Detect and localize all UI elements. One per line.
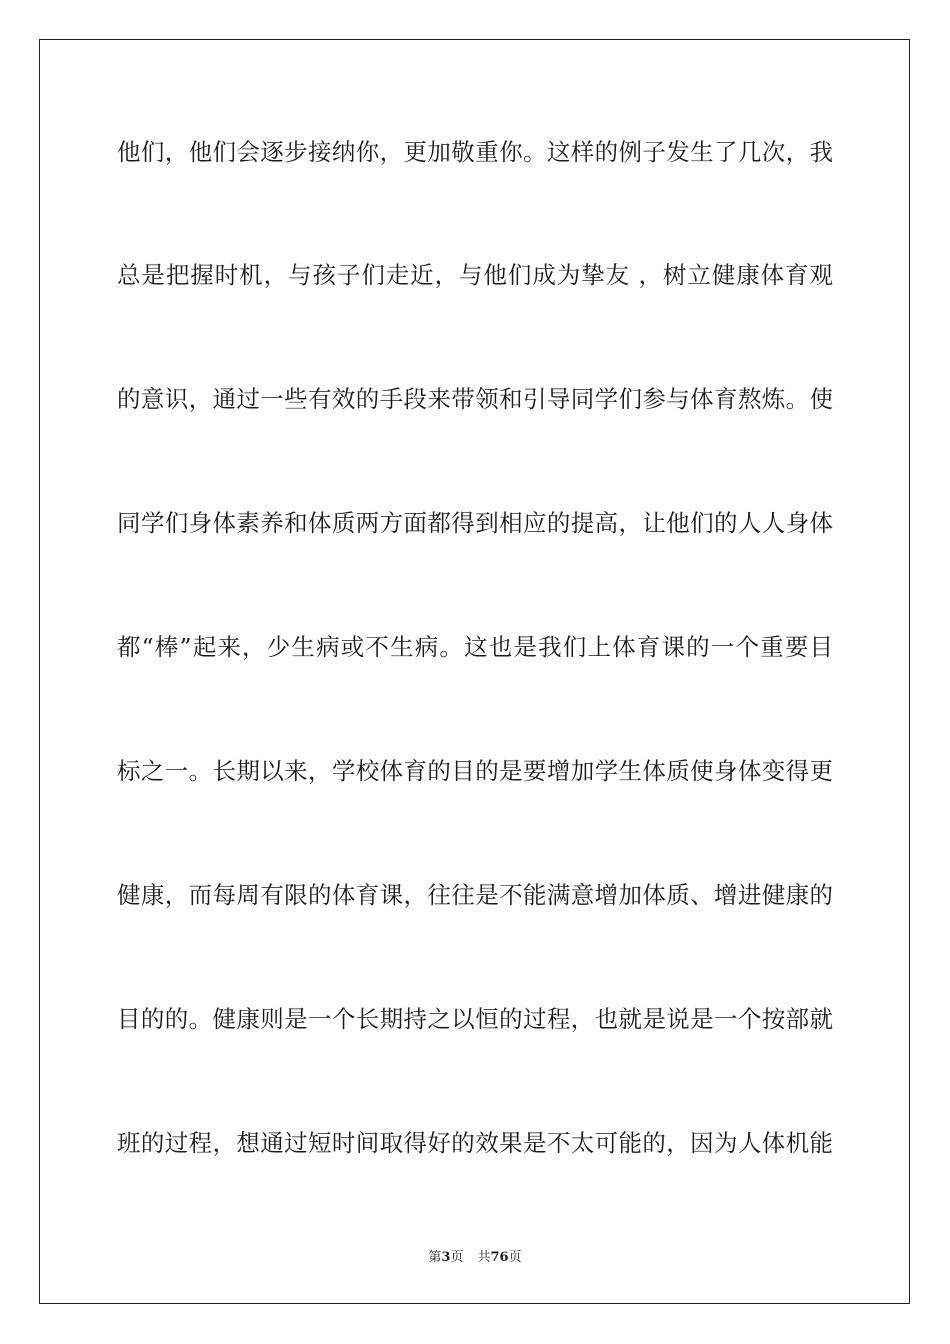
text-line: 健康，而每周有限的体育课，往往是不能满意增加体质、增进健康的 [117,881,833,909]
page-border [39,39,910,1304]
page-suffix: 页 [450,1250,464,1265]
page-prefix: 第 [428,1250,442,1265]
text-line: 班的过程，想通过短时间取得好的效果是不太可能的，因为人体机能 [117,1129,833,1157]
text-line: 他们，他们会逐步接纳你，更加敬重你。这样的例子发生了几次，我 [117,138,833,166]
text-line: 总是把握时机，与孩子们走近，与他们成为挚友 ，树立健康体育观 [117,261,833,289]
text-line: 目的的。健康则是一个长期持之以恒的过程，也就是说是一个按部就 [117,1005,833,1033]
text-line: 标之一。长期以来，学校体育的目的是要增加学生体质使身体变得更 [117,757,833,785]
text-line: 的意识，通过一些有效的手段来带领和引导同学们参与体育熬炼。使 [117,385,833,413]
total-pages: 76 [490,1250,509,1265]
total-suffix: 页 [508,1250,522,1265]
text-line: 同学们身体素养和体质两方面都得到相应的提高，让他们的人人身体 [117,509,833,537]
total-prefix: 共 [477,1250,491,1265]
text-line: 都“棒”起来，少生病或不生病。这也是我们上体育课的一个重要目 [117,633,833,661]
page-number: 3 [441,1250,451,1265]
page-footer [0,1246,950,1265]
